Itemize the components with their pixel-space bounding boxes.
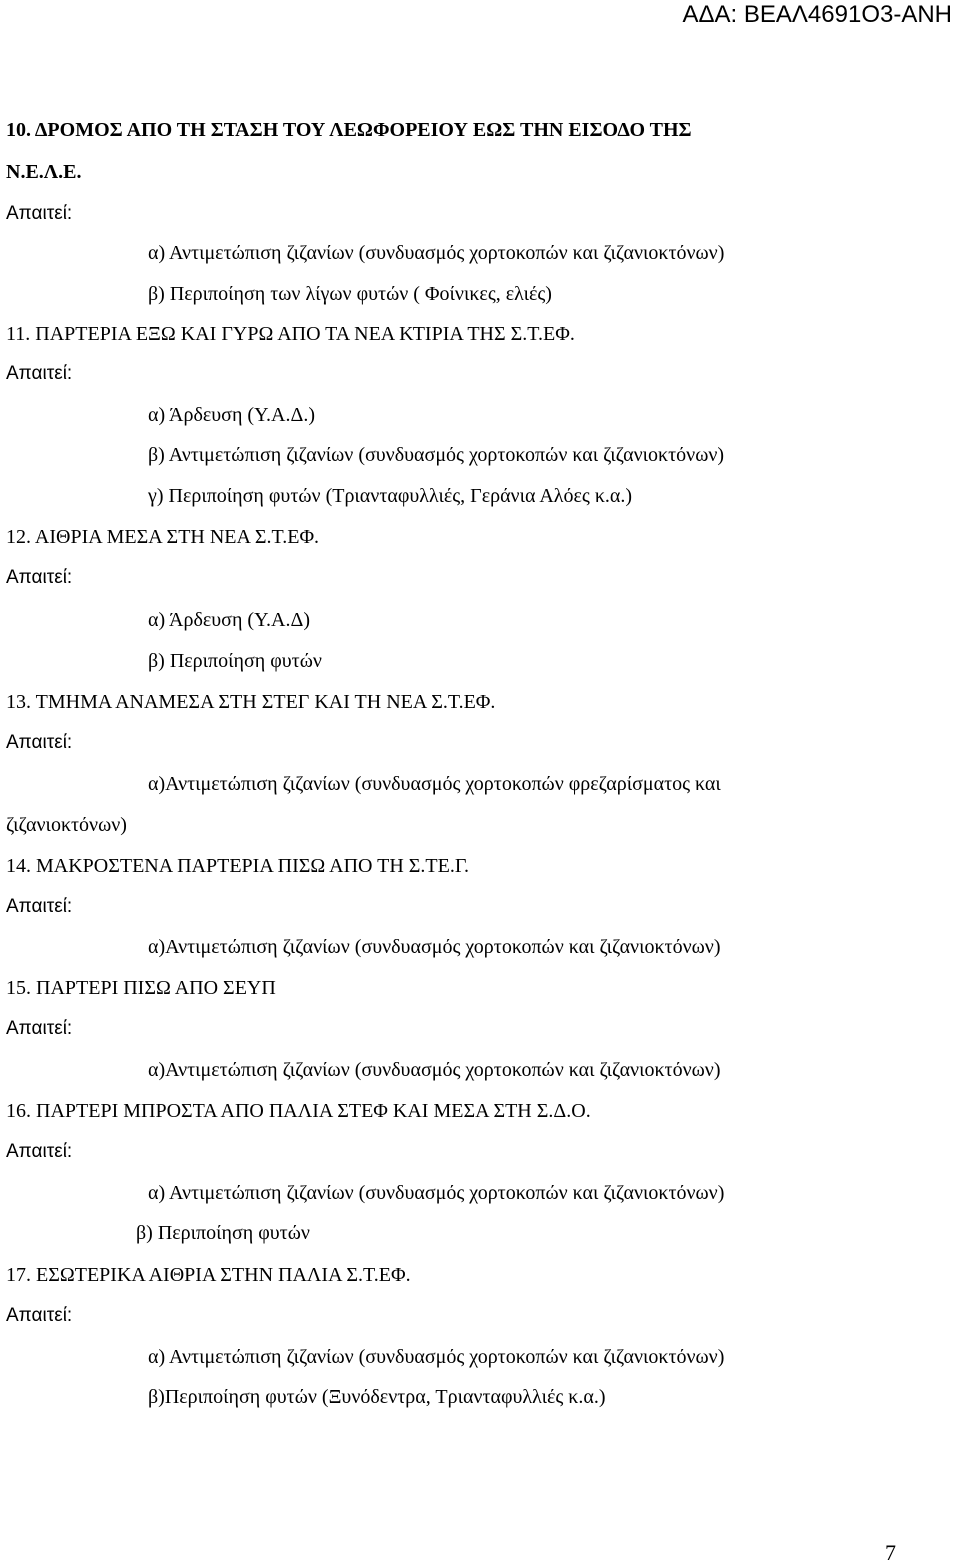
section-10-requires-label: Απαιτεί: [6, 203, 73, 224]
section-10-heading-line1: 10. ΔΡΟΜΟΣ ΑΠΟ ΤΗ ΣΤΑΣΗ ΤΟΥ ΛΕΩΦΟΡΕΙΟΥ ΕΩΣ ΤΗΝ ΕΙΣΟΔΟ ΤΗΣ [6, 119, 692, 141]
section-13-item-a-line1: α)Αντιμετώπιση ζιζανίων (συνδυασμός χορτοκοπών φρεζαρίσματος και [148, 773, 721, 795]
section-12-heading: 12. ΑΙΘΡΙΑ ΜΕΣΑ ΣΤΗ ΝΕΑ Σ.Τ.ΕΦ. [6, 526, 320, 548]
section-11-item-c: γ) Περιποίηση φυτών (Τριανταφυλλιές, Γεράνια Αλόες κ.α.) [148, 485, 633, 507]
section-17-requires-label: Απαιτεί: [6, 1305, 73, 1326]
section-11-requires-label: Απαιτεί: [6, 363, 73, 384]
section-11-item-b: β) Αντιμετώπιση ζιζανίων (συνδυασμός χορτοκοπών και ζιζανιοκτόνων) [148, 444, 725, 466]
section-14-heading: 14. ΜΑΚΡΟΣΤΕΝΑ ΠΑΡΤΕΡΙΑ ΠΙΣΩ ΑΠΟ ΤΗ Σ.ΤΕ.Γ. [6, 855, 470, 877]
section-17-item-b: β)Περιποίηση φυτών (Ξυνόδεντρα, Τριανταφυλλιές κ.α.) [148, 1386, 606, 1408]
section-16-requires-label: Απαιτεί: [6, 1141, 73, 1162]
section-16-heading: 16. ΠΑΡΤΕΡΙ ΜΠΡΟΣΤΑ ΑΠΟ ΠΑΛΙΑ ΣΤΕΦ ΚΑΙ ΜΕΣΑ ΣΤΗ Σ.Δ.Ο. [6, 1100, 591, 1122]
section-13-requires-label: Απαιτεί: [6, 732, 73, 753]
section-15-heading: 15. ΠΑΡΤΕΡΙ ΠΙΣΩ ΑΠΟ ΣΕΥΠ [6, 977, 276, 999]
section-14-item-a: α)Αντιμετώπιση ζιζανίων (συνδυασμός χορτοκοπών και ζιζανιοκτόνων) [148, 936, 721, 958]
section-16-item-a: α) Αντιμετώπιση ζιζανίων (συνδυασμός χορτοκοπών και ζιζανιοκτόνων) [148, 1182, 725, 1204]
section-17-heading: 17. ΕΣΩΤΕΡΙΚΑ ΑΙΘΡΙΑ ΣΤΗΝ ΠΑΛΙΑ Σ.Τ.ΕΦ. [6, 1264, 411, 1286]
section-16-item-b: β) Περιποίηση φυτών [136, 1222, 310, 1244]
section-14-requires-label: Απαιτεί: [6, 896, 73, 917]
section-12-requires-label: Απαιτεί: [6, 567, 73, 588]
section-13-item-a-line2: ζιζανιοκτόνων) [6, 814, 127, 836]
section-15-item-a: α)Αντιμετώπιση ζιζανίων (συνδυασμός χορτοκοπών και ζιζανιοκτόνων) [148, 1059, 721, 1081]
section-12-item-a: α) Άρδευση (Υ.Α.Δ) [148, 609, 311, 631]
section-11-heading: 11. ΠΑΡΤΕΡΙΑ ΕΞΩ ΚΑΙ ΓΥΡΩ ΑΠΟ ΤΑ ΝΕΑ ΚΤΙΡΙΑ ΤΗΣ Σ.Τ.ΕΦ. [6, 323, 575, 345]
section-12-item-b: β) Περιποίηση φυτών [148, 650, 322, 672]
page-number: 7 [885, 1540, 896, 1565]
header-ada-code: ΑΔΑ: ΒΕΑΛ4691Ο3-ΑΝΗ [682, 1, 952, 28]
section-15-requires-label: Απαιτεί: [6, 1018, 73, 1039]
section-17-item-a: α) Αντιμετώπιση ζιζανίων (συνδυασμός χορτοκοπών και ζιζανιοκτόνων) [148, 1346, 725, 1368]
section-11-item-a: α) Άρδευση (Υ.Α.Δ.) [148, 404, 316, 426]
section-10-item-a: α) Αντιμετώπιση ζιζανίων (συνδυασμός χορτοκοπών και ζιζανιοκτόνων) [148, 242, 725, 264]
section-10-item-b: β) Περιποίηση των λίγων φυτών ( Φοίνικες, ελιές) [148, 283, 552, 305]
section-10-heading-line2: Ν.Ε.Λ.Ε. [6, 161, 82, 183]
section-13-heading: 13. ΤΜΗΜΑ ΑΝΑΜΕΣΑ ΣΤΗ ΣΤΕΓ ΚΑΙ ΤΗ ΝΕΑ Σ.Τ.ΕΦ. [6, 691, 496, 713]
